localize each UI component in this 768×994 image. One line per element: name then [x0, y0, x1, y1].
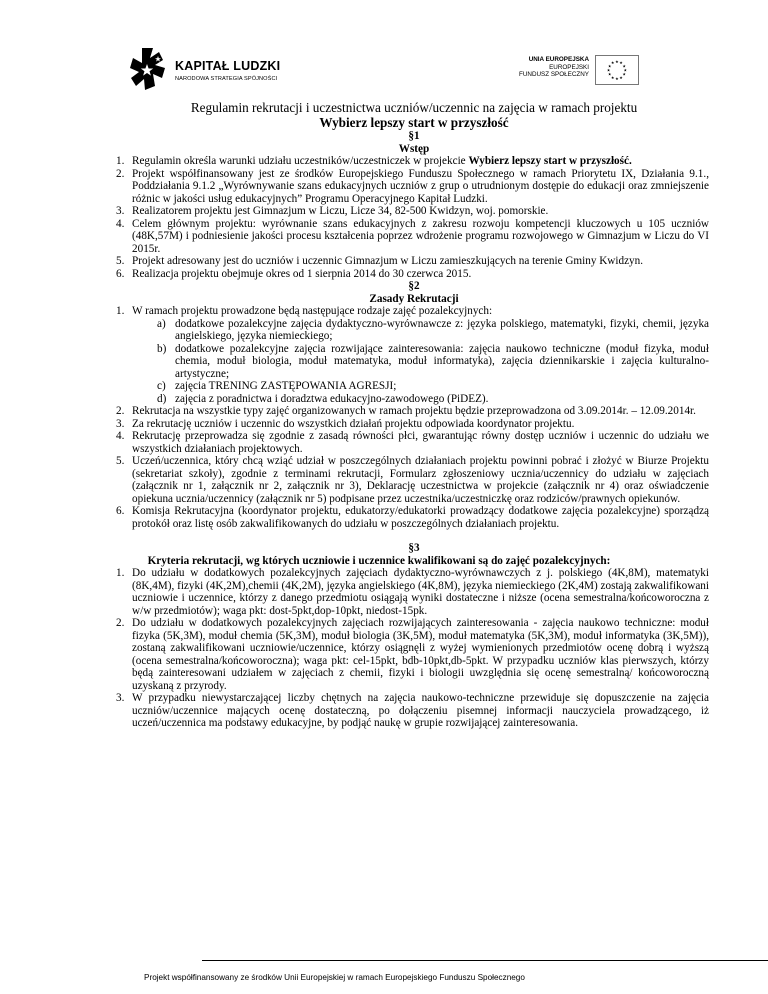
item-number: 1.: [116, 155, 125, 167]
sub-item-letter: b): [157, 342, 167, 355]
item-bold-text: Wybierz lepszy start w przyszłość.: [468, 155, 632, 167]
list-item: [0, 155, 768, 168]
eu-star-icon: ★: [622, 71, 627, 77]
eu-star-icon: ★: [607, 71, 612, 77]
section3-list: [0, 567, 768, 730]
eu-star-icon: ★: [606, 67, 611, 73]
sub-list-item: [0, 343, 768, 381]
item-number: 5.: [116, 255, 125, 267]
item-number: 2.: [116, 617, 125, 629]
list-item: [0, 692, 768, 730]
document-title: Regulamin rekrutacji i uczestnictwa uczniów/uczennic na zajęcia w ramach projektu: [190, 100, 638, 115]
list-item: [0, 617, 768, 692]
eu-star-icon: ★: [607, 63, 612, 69]
sub-item-letter: d): [157, 392, 167, 405]
eu-star-icon: ★: [610, 74, 615, 80]
item-text: Projekt współfinansowany jest ze środków Europejskiego Funduszu Społecznego w ramach Priorytetu IX, Działania 9.1., Poddziałania 9.1.2 „Wyrównywanie szans edukacyjnych uczniów z grup o utrudnionym dostępie do edukacji oraz zmniejszenie różnic w jakości usług edukacyjnych” Programu Operacyjnego Kapitał Ludzki.: [132, 167, 709, 205]
sub-item-letter: a): [157, 317, 166, 330]
list-item: [0, 255, 768, 268]
item-text: W ramach projektu prowadzone będą następujące rodzaje zajęć pozalekcyjnych:: [132, 305, 493, 317]
list-item: [0, 305, 768, 318]
list-item: [0, 505, 768, 530]
item-text: Rekrutacja na wszystkie typy zajęć organizowanych w ramach projektu będzie przeprowadzona od 3.09.2014r. – 12.09.2014r.: [132, 405, 696, 417]
eu-line3: FUNDUSZ SPOŁECZNY: [519, 71, 589, 79]
item-text: Rekrutację przeprowadza się zgodnie z zasadą równości płci, gwarantując równy dostęp uczniów i uczennic do udziału we wszystkich działaniach projektowych.: [132, 430, 709, 455]
sub-list-item: [0, 380, 768, 393]
item-text: Projekt adresowany jest do uczniów i uczennic Gimnazjum w Liczu zamieszkujących na terenie Gminy Kwidzyn.: [132, 255, 644, 267]
item-number: 6.: [116, 267, 125, 280]
kapital-ludzki-mark-icon: [128, 46, 170, 92]
item-number: 3.: [116, 692, 125, 704]
sub-list-item: [0, 393, 768, 406]
item-text: Realizatorem projektu jest Gimnazjum w Liczu, Licze 34, 82-500 Kwidzyn, woj. pomorskie.: [132, 205, 549, 217]
item-number: 4.: [116, 430, 125, 442]
sub-list-item: [0, 318, 768, 343]
eu-flag-icon: [595, 55, 639, 85]
item-text: Do udziału w dodatkowych pozalekcyjnych zajęciach rozwijających zainteresowania - zajęcia naukowo techniczne: moduł fizyka (5K,3M), moduł chemia (5K,3M), moduł biologia (3K,5M), moduł matematyka (5K,3M), moduł informatyka (3K,5M)), zostaną zakwalifikowani uczniowie/uczennice, którzy osiągnęli z wyżej wymienionych przedmiotów ocenę dobrą i wyższą (ocena semestralna/końcoworoczna); waga pkt: cel-15pkt, bdb-10pkt,db-5pkt. W przypadku uczniów klas pierwszych, którzy będą zainteresowani udziałem w zajęciach z chemii, fizyki i biologii uwzględnia się ocenę semestralną/ końcoworoczną uzyskaną z przyrody.: [132, 617, 709, 692]
item-text: Do udziału w dodatkowych pozalekcyjnych zajęciach dydaktyczno-wyrównawczych z j. polskiego (4K,8M), matematyki (8K,4M), fizyki (4K,2M),chemii (4K,2M), języka angielskiego (4K,8M), języka niemieckiego (2K,4M) zostają zakwalifikowani uczniowie i uczennice, którzy z danego przedmiotu osiągają wyniki dostateczne i niższe (ocena semestralna/końcoworoczna z w/w przedmiotów); waga pkt: dost-5pkt,dop-10pkt, niedost-15pk.: [132, 567, 709, 617]
eu-logo-text: [519, 56, 589, 79]
section2-list: [0, 305, 768, 530]
eu-star-icon: ★: [615, 75, 619, 81]
document-body: [0, 100, 768, 730]
eu-star-icon: ★: [619, 74, 624, 80]
item-text: Regulamin określa warunki udziału uczestników/uczestniczek w projekcie: [132, 155, 469, 167]
section1-number: §1: [408, 130, 420, 142]
item-number: 3.: [116, 417, 125, 430]
section3-heading: Kryteria rekrutacji, wg których uczniowie i uczennice kwalifikowani są do zajęć pozalekcyjnych:: [147, 554, 611, 567]
section1-heading: Wstęp: [398, 142, 430, 155]
item-number: 6.: [116, 505, 125, 517]
item-text: Za rekrutację uczniów i uczennic do wszystkich działań projektu odpowiada koordynator projektu.: [132, 417, 575, 430]
item-text: Celem głównym projektu: wyrównanie szans edukacyjnych z zakresu rozwoju kompetencji kluczowych u 105 uczniów (48K,57M) i podniesienie jakości procesu kształcenia poprzez wdrożenie programu rozwojowego w Gimnazjum w Liczu do VI 2015r.: [132, 217, 709, 255]
section2-heading: Zasady Rekrutacji: [369, 292, 459, 305]
list-item: [0, 455, 768, 505]
eu-line2: EUROPEJSKI: [549, 63, 589, 71]
footer-text: Projekt współfinansowany ze środków Unii Europejskiej w ramach Europejskiego Funduszu Społecznego: [144, 973, 525, 982]
section3-number: §3: [408, 542, 420, 554]
list-item: [0, 418, 768, 431]
sub-item-letter: c): [157, 380, 166, 392]
item-number: 1.: [116, 567, 125, 579]
item-number: 2.: [116, 167, 125, 180]
item-number: 2.: [116, 405, 125, 417]
item-number: 4.: [116, 217, 125, 230]
section1-list: [0, 155, 768, 280]
sub-item-text: zajęcia z poradnictwa i doradztwa edukacyjno-zawodowego (PiDEZ).: [175, 392, 489, 405]
item-number: 5.: [116, 455, 125, 467]
list-item: [0, 168, 768, 206]
item-text: Komisja Rekrutacyjna (koordynator projektu, edukatorzy/edukatorki prowadzący dodatkowe zajęcia pozalekcyjne) sporządzą protokół oraz listę osób zakwalifikowanych do udziału w poszczególnych działaniach projektu.: [132, 505, 709, 530]
list-item: [0, 218, 768, 256]
kl-logo-title: KAPITAŁ LUDZKI: [175, 59, 281, 73]
kl-logo-subtitle: NARODOWA STRATEGIA SPÓJNOŚCI: [175, 76, 278, 82]
eu-logo: [499, 55, 639, 95]
list-item: [0, 405, 768, 418]
eu-star-icon: ★: [615, 59, 619, 65]
item-text: Uczeń/uczennica, który chcą wziąć udział w poszczególnych działaniach projektu powinni pobrać i złożyć w Biurze Projektu (sekretariat szkoły), zgodnie z terminami rekrutacji, Formularz zgłoszeniowy ucznia/uczennicy do udziału w zajęciach (załącznik nr 1, załącznik nr 2, załącznik nr 3), Deklarację uczestnictwa w projekcie (załącznik nr 4) oraz oświadczenie opiekuna ucznia/uczennicy (załącznik nr 5) podpisane przez uczestnika/uczestniczkę oraz rodziców/prawnych opiekunów.: [132, 455, 709, 505]
sub-item-text: dodatkowe pozalekcyjne zajęcia rozwijające zainteresowania: zajęcia naukowo techniczne (moduł fizyka, moduł chemia, moduł biologia, moduł matematyka, moduł informatyka), zajęcia dziennikarskie i zajęcia kulturalno-artystyczne;: [175, 342, 709, 380]
item-number: 1.: [116, 305, 125, 317]
sub-item-text: zajęcia TRENING ZASTĘPOWANIA AGRESJI;: [175, 380, 397, 392]
list-item: [0, 567, 768, 617]
item-text: Realizacja projektu obejmuje okres od 1 sierpnia 2014 do 30 czerwca 2015.: [132, 267, 472, 280]
project-name: Wybierz lepszy start w przyszłość: [319, 115, 509, 130]
list-item: [0, 205, 768, 218]
item-text: W przypadku niewystarczającej liczby chętnych na zajęcia naukowo-techniczne przewiduje się dopuszczenie na zajęcia uczniów/uczennice mających ocenę dostateczną, po dołączeniu pisemnej informacji nauczyciela prowadzącego, iż uczeń/uczennica ma podstawy edukacyjne, by podjąć naukę w grupie rozwijającej zainteresowania.: [132, 692, 709, 729]
footer-divider: [202, 960, 768, 961]
eu-line1: UNIA EUROPEJSKA: [528, 56, 589, 63]
sub-item-text: dodatkowe pozalekcyjne zajęcia dydaktyczno-wyrównawcze z: języka polskiego, matematyki, fizyki, chemii, języka angielskiego, języka niemieckiego;: [175, 317, 709, 342]
eu-star-icon: ★: [619, 60, 624, 66]
eu-star-icon: ★: [623, 67, 628, 73]
eu-star-icon: ★: [610, 60, 615, 66]
item-number: 3.: [116, 205, 125, 217]
list-item: [0, 430, 768, 455]
section2-number: §2: [408, 280, 420, 292]
kapital-ludzki-logo: [128, 46, 308, 96]
list-item: [0, 268, 768, 281]
eu-star-icon: ★: [622, 63, 627, 69]
